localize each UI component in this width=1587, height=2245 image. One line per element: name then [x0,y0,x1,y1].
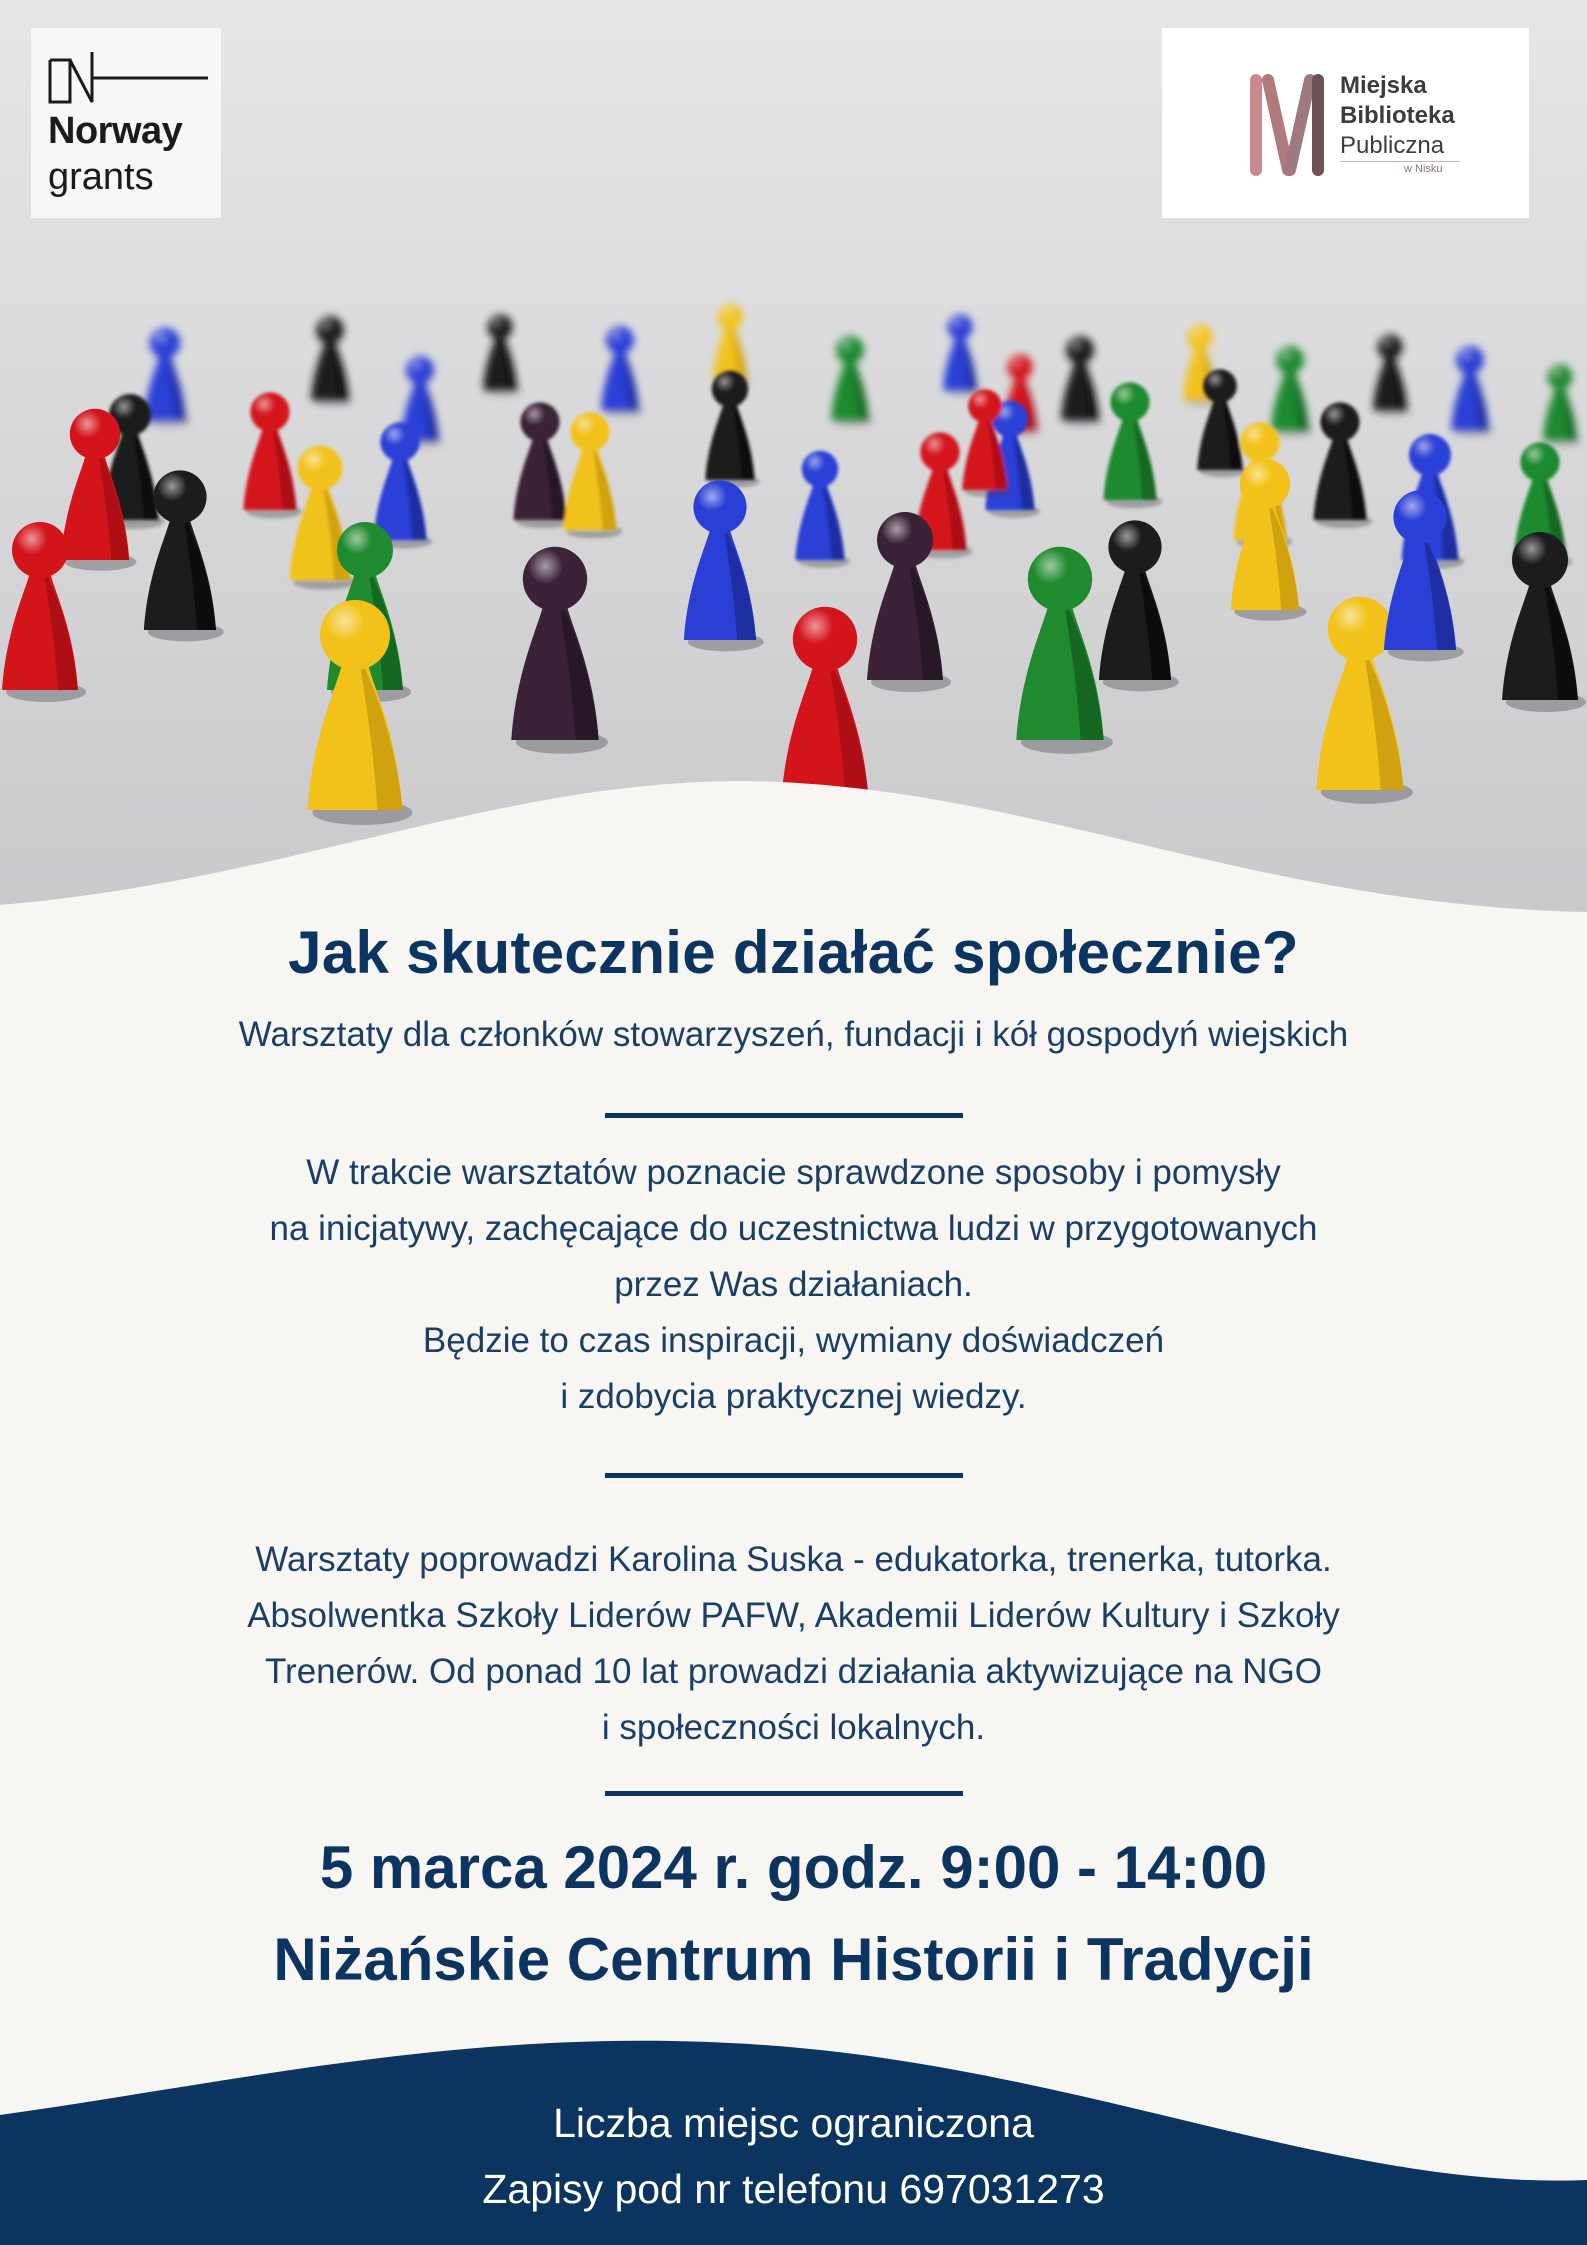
library-name-line3: Publiczna [1340,132,1445,159]
event-date: 5 marca 2024 r. godz. 9:00 - 14:00 [319,1834,1268,1901]
section-divider [605,1791,963,1796]
bio-line: Trenerów. Od ponad 10 lat prowadzi działania aktywizujące na NGO [264,1652,1323,1691]
footer-limited-seats: Liczba miejsc ograniczona [553,2100,1034,2146]
section-divider [605,1473,963,1478]
bio-line: Absolwentka Szkoły Liderów PAFW, Akademii Liderów Kultury i Szkoły [247,1596,1340,1635]
subtitle: Warsztaty dla członków stowarzyszeń, fundacji i kół gospodyń wiejskich [238,1015,1349,1054]
library-logo [1162,28,1529,218]
bio-line: i społeczności lokalnych. [601,1708,986,1747]
trainer-bio-paragraph [0,1532,1587,1756]
library-logo-rule [1340,161,1460,162]
event-place: Niżańskie Centrum Historii i Tradycji [273,1926,1314,1993]
norway-grants-line1: Norway [48,110,183,152]
norway-grants-mark-icon [48,48,208,108]
description-line: W trakcie warsztatów poznacie sprawdzone sposoby i pomysły [306,1153,1281,1192]
section-divider [605,1113,963,1118]
page-title: Jak skutecznie działać społecznie? [288,919,1299,986]
bio-line: Warsztaty poprowadzi Karolina Suska - edukatorka, trenerka, tutorka. [255,1540,1332,1579]
description-line: Będzie to czas inspiracji, wymiany doświadczeń [422,1321,1165,1360]
library-name-line2: Biblioteka [1340,102,1455,129]
description-line: na inicjatywy, zachęcające do uczestnictwa ludzi w przygotowanych [269,1209,1318,1248]
library-name-line1: Miejska [1340,72,1427,99]
footer-signup-phone: Zapisy pod nr telefonu 697031273 [482,2166,1105,2212]
library-m-icon [1248,70,1328,180]
description-line: przez Was działaniach. [614,1265,973,1304]
description-paragraph [0,1145,1587,1425]
norway-grants-logo [31,28,221,218]
library-name-line4: w Nisku [1404,163,1443,175]
norway-grants-line2: grants [48,156,154,198]
description-line: i zdobycia praktycznej wiedzy. [560,1377,1027,1416]
